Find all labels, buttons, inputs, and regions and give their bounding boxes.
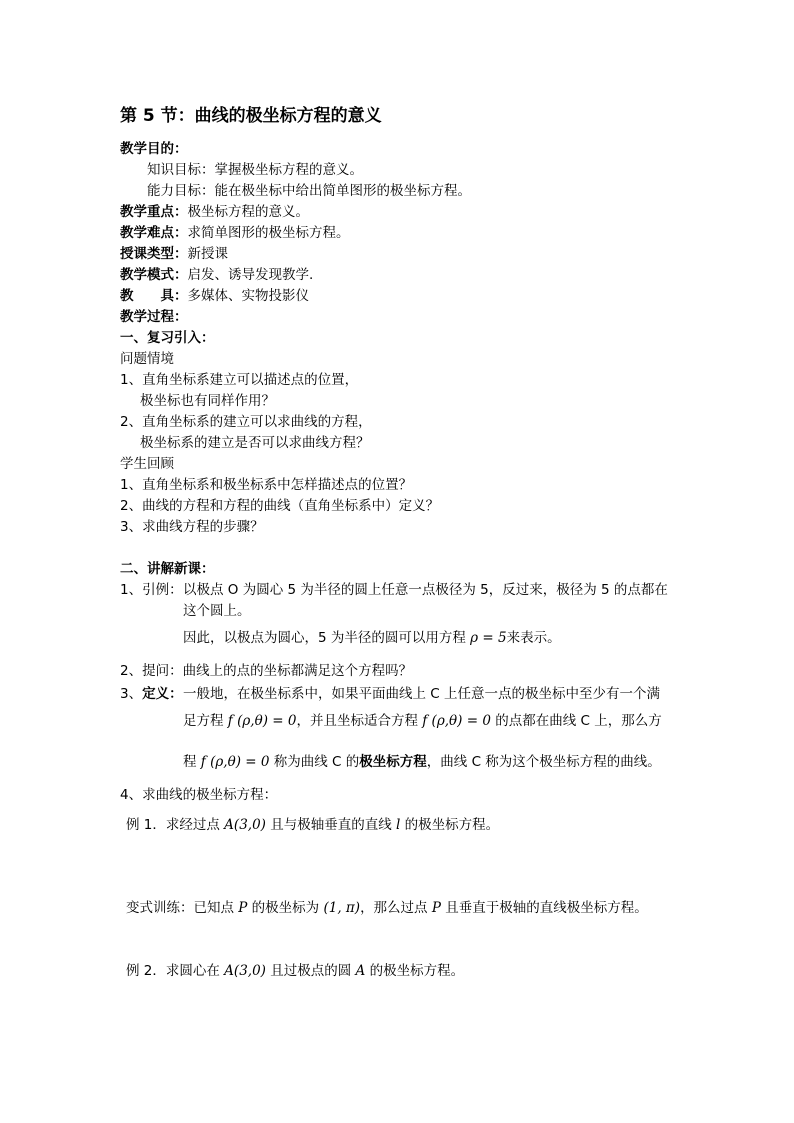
key-point-row: [120, 202, 309, 222]
example-2-a: 例 2．求圆心在: [126, 963, 225, 979]
key-point-text: 极坐标方程的意义。: [187, 204, 309, 220]
difficulty-row: [120, 223, 350, 243]
objectives-label: 教学目的：: [120, 141, 188, 157]
recall-3: 3、求曲线方程的步骤？: [120, 519, 264, 535]
tools-text: 多媒体、实物投影仪: [187, 288, 309, 304]
definition-line2-b: ，并且坐标适合方程: [296, 713, 423, 729]
variant-point-1: P: [238, 900, 248, 916]
variant-a: 变式训练：已知点: [126, 900, 239, 916]
question-2b: 极坐标系的建立是否可以求曲线方程？: [140, 435, 370, 451]
example-intro-line2: 这个圆上。: [183, 603, 251, 619]
example-intro-line1: 以极点 O 为圆心 5 为半径的圆上任意一点极径为 5，反过来，极径为 5 的点都在: [183, 582, 668, 598]
difficulty-label: 教学难点：: [120, 225, 188, 241]
find-equation-label: 4、求曲线的极坐标方程：: [120, 787, 278, 803]
example-1-a: 例 1．求经过点: [126, 817, 225, 833]
situation-label: 问题情境: [120, 351, 174, 367]
definition-line1: 一般地，在极坐标系中，如果平面曲线上 C 上任意一点的极坐标中至少有一个满: [183, 686, 661, 702]
variant-b: 的极坐标为: [247, 900, 324, 916]
difficulty-text: 求简单图形的极坐标方程。: [187, 225, 350, 241]
definition-line2-a: 足方程: [183, 713, 228, 729]
review-heading: 一、复习引入：: [120, 330, 215, 346]
example-intro-label: 1、引例：: [120, 582, 183, 598]
question-1b: 极坐标也有同样作用？: [140, 393, 275, 409]
variant-coords: (1, π): [323, 900, 361, 916]
example-1-b: 且与极轴垂直的直线: [265, 817, 397, 833]
mode-row: [120, 265, 313, 285]
variant-d: 且垂直于极轴的直线极坐标方程。: [440, 900, 648, 916]
definition-line3-c: ，曲线 C 称为这个极坐标方程的曲线。: [426, 754, 661, 770]
recall-label: 学生回顾: [120, 456, 174, 472]
definition-equation-3: f (ρ,θ) = 0: [200, 754, 270, 770]
knowledge-objective: 知识目标：掌握极坐标方程的意义。: [147, 162, 363, 178]
tools-label: 教 具：: [120, 288, 188, 304]
tools-row: [120, 286, 309, 306]
example-1-point: A(3,0): [224, 817, 266, 833]
definition-line3-b: 称为曲线 C 的: [269, 754, 360, 770]
example-2-circle: A: [355, 963, 366, 979]
definition-line3: [183, 752, 661, 772]
lesson-type-row: [120, 244, 228, 264]
question-prompt: 2、提问：曲线上的点的坐标都满足这个方程吗？: [120, 663, 413, 679]
new-lesson-heading: 二、讲解新课：: [120, 561, 215, 577]
example-2-b: 且过极点的圆: [265, 963, 356, 979]
variant-point-2: P: [431, 900, 441, 916]
page-title: 第 5 节：曲线的极坐标方程的意义: [120, 106, 382, 126]
example-intro-line3-text: 因此，以极点为圆心，5 为半径的圆可以用方程: [183, 630, 471, 646]
example-2: [126, 961, 464, 981]
definition-term: 极坐标方程: [359, 754, 427, 770]
process-label: 教学过程：: [120, 309, 188, 325]
question-2a: 2、直角坐标系的建立可以求曲线的方程，: [120, 414, 372, 430]
ability-objective: 能力目标：能在极坐标中给出简单图形的极坐标方程。: [147, 183, 471, 199]
mode-text: 启发、诱导发现教学.: [187, 267, 314, 283]
recall-1: 1、直角坐标系和极坐标系中怎样描述点的位置？: [120, 477, 413, 493]
definition-label: 定义：: [142, 686, 183, 702]
variant-c: ，那么过点: [360, 900, 432, 916]
rho-equals-5: ρ = 5: [470, 630, 507, 646]
example-intro-line3: [183, 628, 561, 648]
example-2-c: 的极坐标方程。: [365, 963, 465, 979]
definition-equation-2: f (ρ,θ) = 0: [422, 713, 491, 729]
definition-line2: [183, 711, 662, 731]
mode-label: 教学模式：: [120, 267, 188, 283]
example-intro-line3-tail: 来表示。: [506, 630, 561, 646]
definition-number: 3、: [120, 686, 143, 702]
recall-2: 2、曲线的方程和方程的曲线（直角坐标系中）定义？: [120, 498, 440, 514]
example-1: [126, 815, 499, 835]
lesson-type-text: 新授课: [187, 246, 228, 262]
definition-line3-a: 程: [183, 754, 201, 770]
example-1-line: l: [396, 817, 401, 833]
key-point-label: 教学重点：: [120, 204, 188, 220]
definition-label-row: [120, 684, 183, 704]
example-2-point: A(3,0): [224, 963, 266, 979]
variant-training: [126, 898, 648, 918]
lesson-type-label: 授课类型：: [120, 246, 188, 262]
definition-equation-1: f (ρ,θ) = 0: [227, 713, 297, 729]
definition-line2-c: 的点都在曲线 C 上，那么方: [490, 713, 662, 729]
example-1-c: 的极坐标方程。: [400, 817, 500, 833]
question-1a: 1、直角坐标系建立可以描述点的位置，: [120, 372, 359, 388]
